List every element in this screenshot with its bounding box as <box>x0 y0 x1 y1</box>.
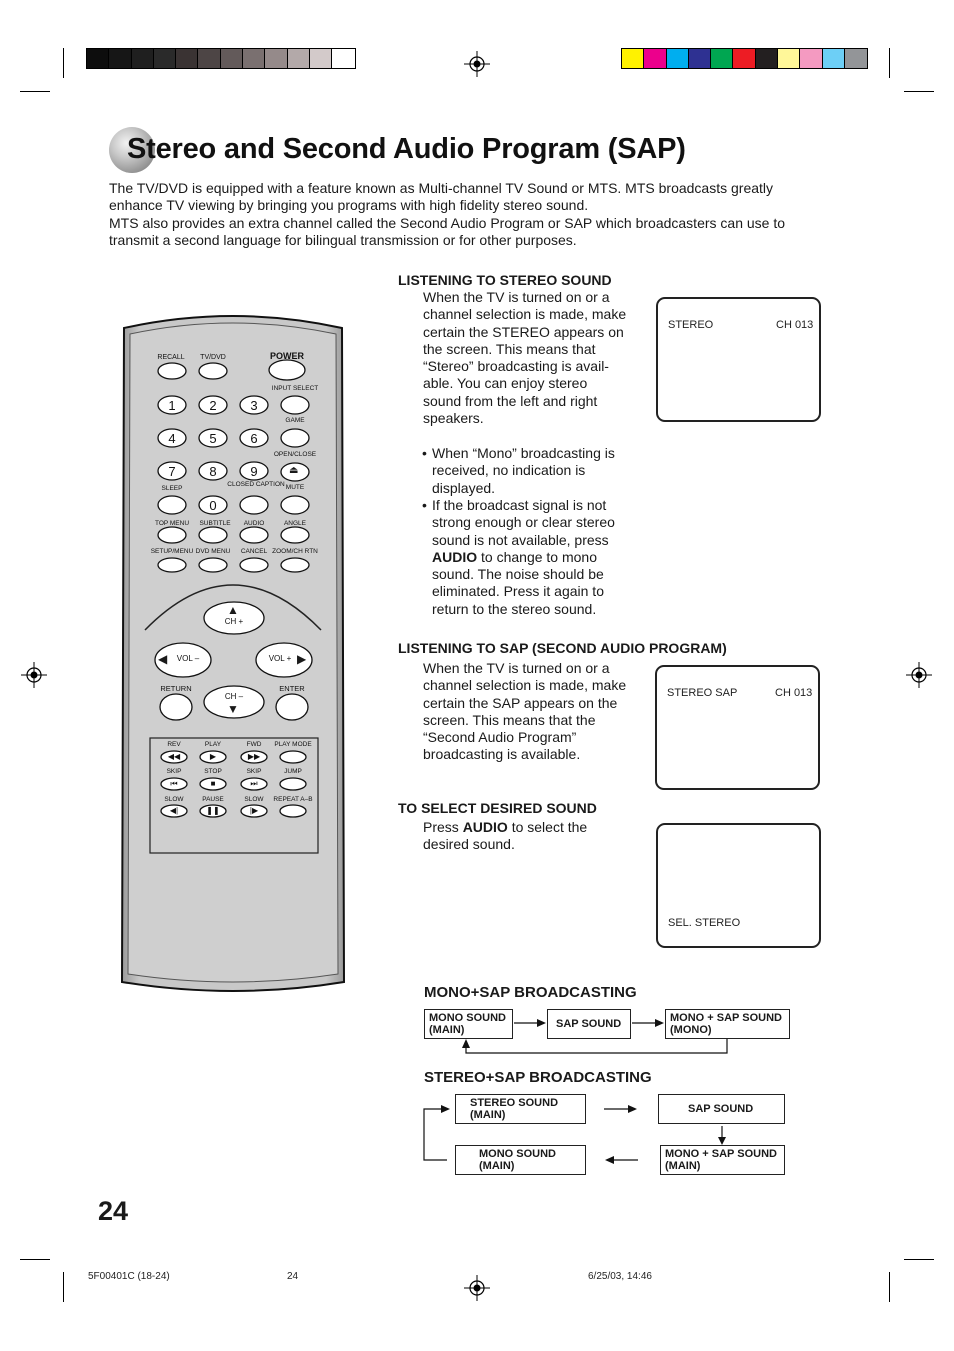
remote-label: VOL + <box>268 654 292 663</box>
remote-label: SKIP <box>166 768 182 775</box>
color-swatch <box>778 49 800 68</box>
gray-swatch <box>176 49 198 68</box>
body-line: displayed. <box>432 479 496 496</box>
registration-mark-icon <box>464 1275 490 1301</box>
body-line: return to the stereo sound. <box>432 600 597 617</box>
transport-glyph-icon: ◀◀ <box>167 752 181 761</box>
box-text: STEREO SOUND <box>470 1097 559 1109</box>
remote-label: CH – <box>224 692 244 701</box>
remote-label: RECALL <box>157 354 185 361</box>
box-text: MONO + SAP SOUND <box>665 1148 777 1160</box>
remote-label: PAUSE <box>202 796 224 803</box>
gray-swatch <box>132 49 154 68</box>
game-button[interactable] <box>281 429 309 447</box>
remote-label: SKIP <box>246 768 262 775</box>
sleep-button[interactable] <box>158 496 186 514</box>
digit-label: 8 <box>209 464 217 479</box>
box-text: (MONO) <box>670 1024 712 1036</box>
box-text: MONO + SAP SOUND <box>670 1012 782 1024</box>
remote-label: SLOW <box>164 796 184 803</box>
body-text: Press <box>423 819 463 835</box>
triangle-down-icon: ▼ <box>227 702 239 716</box>
body-line: channel selection is made, make <box>423 306 627 323</box>
remote-label: MUTE <box>285 484 305 491</box>
crop-mark <box>63 48 64 78</box>
gray-swatch <box>221 49 243 68</box>
body-line: speakers. <box>423 410 484 427</box>
body-text: desired sound. <box>423 836 515 853</box>
crop-mark <box>20 91 50 92</box>
body-line: • When “Mono” broadcasting is <box>432 445 615 461</box>
grayscale-calibration-bar <box>86 48 356 69</box>
remote-label: RETURN <box>160 684 192 693</box>
stereo-sap-heading: STEREO+SAP BROADCASTING <box>424 1069 652 1086</box>
remote-label: CLOSED CAPTION <box>227 481 285 488</box>
body-line: sound. The noise should be <box>432 566 604 583</box>
box-text: (MAIN) <box>470 1109 506 1121</box>
tv-screen-sap <box>655 665 820 790</box>
body-line: • If the broadcast signal is not <box>432 497 607 513</box>
color-swatch <box>823 49 845 68</box>
crop-mark <box>63 1272 64 1302</box>
remote-label: SETUP/MENU <box>150 548 194 555</box>
transport-glyph-icon: ◀| <box>169 806 179 815</box>
triangle-up-icon: ▲ <box>227 603 239 617</box>
remote-label: ANGLE <box>283 520 307 527</box>
body-line: sound is not available, press <box>432 531 609 548</box>
registration-mark-icon <box>21 662 47 688</box>
remote-label: OPEN/CLOSE <box>273 451 317 458</box>
remote-label: SLOW <box>244 796 264 803</box>
body-line: “Second Audio Program” <box>423 729 577 746</box>
digit-label: 3 <box>250 398 258 413</box>
enter-button[interactable] <box>276 694 308 720</box>
eject-icon: ⏏ <box>289 465 299 476</box>
remote-label: GAME <box>285 417 305 424</box>
triangle-right-icon: ▶ <box>297 652 307 666</box>
page-title: Stereo and Second Audio Program (SAP) <box>127 133 686 165</box>
transport-glyph-icon: ▶▶ <box>247 752 261 761</box>
crop-mark <box>904 1259 934 1260</box>
remote-label: REPEAT A–B <box>273 796 313 803</box>
remote-label: CH + <box>224 617 244 626</box>
triangle-left-icon: ◀ <box>158 652 168 666</box>
gray-swatch <box>243 49 265 68</box>
transport-glyph-icon: ⏭ <box>250 779 258 788</box>
color-swatch <box>845 49 867 68</box>
color-swatch <box>711 49 733 68</box>
gray-swatch <box>87 49 109 68</box>
remote-label: ZOOM/CH RTN <box>272 548 318 555</box>
crop-mark <box>904 91 934 92</box>
box-text: (MAIN) <box>429 1024 465 1036</box>
remote-label: PLAY MODE <box>274 741 312 748</box>
box-text: SAP SOUND <box>556 1018 622 1030</box>
remote-control <box>120 310 346 1010</box>
remote-label: SUBTITLE <box>199 520 231 527</box>
stereo-section-body <box>423 289 643 427</box>
transport-button[interactable] <box>280 805 306 817</box>
return-button[interactable] <box>160 694 192 720</box>
remote-label: REV <box>167 741 181 748</box>
page-number: 24 <box>98 1196 129 1226</box>
body-line: able. You can enjoy stereo <box>423 375 588 392</box>
footer-left: 5F00401C (18-24) <box>88 1271 170 1282</box>
bullet-text: to change to mono <box>477 548 597 565</box>
digit-label: 6 <box>250 431 258 446</box>
screen-indicator: STEREO SAP <box>667 687 738 699</box>
digit-label: 9 <box>250 464 258 479</box>
body-line: eliminated. Press it again to <box>432 583 604 600</box>
tv-dvd-button[interactable] <box>199 363 227 379</box>
transport-glyph-icon: ❚❚ <box>206 806 220 815</box>
body-line: received, no indication is <box>432 462 586 479</box>
digit-label: 7 <box>168 464 176 479</box>
intro-text <box>109 180 819 249</box>
crop-mark <box>889 48 890 78</box>
crop-mark <box>889 1272 890 1302</box>
body-line: broadcasting is available. <box>423 746 581 763</box>
color-swatch <box>644 49 666 68</box>
gray-swatch <box>109 49 131 68</box>
zoom-ch-rtn-button[interactable] <box>281 558 309 572</box>
body-line: channel selection is made, make <box>423 677 627 694</box>
screen-channel: CH 013 <box>775 687 813 699</box>
footer-right: 6/25/03, 14:46 <box>588 1271 652 1282</box>
transport-glyph-icon: |▶ <box>249 806 259 815</box>
select-section-heading: TO SELECT DESIRED SOUND <box>398 800 597 816</box>
gray-swatch <box>198 49 220 68</box>
transport-glyph-icon: ■ <box>210 779 216 788</box>
color-swatch <box>800 49 822 68</box>
color-swatch <box>733 49 755 68</box>
top-menu-button[interactable] <box>158 527 186 543</box>
recall-button[interactable] <box>158 363 186 379</box>
mute-button[interactable] <box>281 496 309 514</box>
remote-label: POWER <box>269 351 305 361</box>
color-swatch <box>667 49 689 68</box>
body-line: sound from the left and right <box>423 392 598 409</box>
gray-swatch <box>332 49 354 68</box>
body-line: When the TV is turned on or a <box>423 289 610 305</box>
cancel-button[interactable] <box>240 558 268 572</box>
stereo-bullet-mono <box>432 445 632 497</box>
transport-glyph-icon: ⏮ <box>170 779 178 788</box>
subtitle-button[interactable] <box>199 527 227 543</box>
intro-paragraph: MTS also provides an extra channel called the Second Audio Program or SAP which broadcasters can use to transmit a second language for bilingual transmission or for other purposes. <box>109 214 786 248</box>
body-line: the screen. This means that <box>423 340 596 357</box>
sap-section-body <box>423 660 643 764</box>
box-text: SAP SOUND <box>688 1103 754 1115</box>
sap-section-heading: LISTENING TO SAP (SECOND AUDIO PROGRAM) <box>398 640 727 656</box>
select-section-body <box>423 819 643 854</box>
remote-label: JUMP <box>284 768 302 775</box>
setup-menu-button[interactable] <box>158 558 186 572</box>
remote-label: DVD MENU <box>195 548 231 555</box>
remote-label: CANCEL <box>240 548 268 555</box>
input-select-button[interactable] <box>281 396 309 414</box>
audio-button-ref: AUDIO <box>432 548 478 565</box>
angle-button[interactable] <box>281 527 309 543</box>
registration-mark-icon <box>464 51 490 77</box>
color-swatch <box>689 49 711 68</box>
intro-paragraph: The TV/DVD is equipped with a feature known as Multi-channel TV Sound or MTS. MTS broadcasts greatly enhance TV viewing by bringing you programs with high fidelity stereo sound. <box>109 180 774 214</box>
stereo-section-heading: LISTENING TO STEREO SOUND <box>398 272 612 288</box>
remote-label: TV/DVD <box>200 354 226 361</box>
body-line: strong enough or clear stereo <box>432 514 615 531</box>
remote-label: PLAY <box>204 741 222 748</box>
remote-label: VOL – <box>176 654 200 663</box>
screen-channel: CH 013 <box>776 319 814 331</box>
tv-screen-stereo <box>656 297 821 422</box>
box-text: MONO SOUND <box>479 1148 556 1160</box>
dvd-menu-button[interactable] <box>199 558 227 572</box>
registration-mark-icon <box>906 662 932 688</box>
gray-swatch <box>288 49 310 68</box>
gray-swatch <box>265 49 287 68</box>
color-swatch <box>756 49 778 68</box>
transport-button[interactable] <box>280 751 306 763</box>
gray-swatch <box>310 49 332 68</box>
body-line: screen. This means that the <box>423 711 596 728</box>
body-line: certain the SAP appears on the <box>423 694 618 711</box>
footer-center: 24 <box>287 1271 299 1282</box>
digit-label: 1 <box>168 398 176 413</box>
remote-label: FWD <box>246 741 262 748</box>
box-text: (MAIN) <box>665 1160 701 1172</box>
gray-swatch <box>154 49 176 68</box>
remote-label: SLEEP <box>161 485 183 492</box>
screen-indicator: SEL. STEREO <box>668 917 741 929</box>
color-calibration-bar <box>621 48 868 69</box>
digit-label: 4 <box>168 431 176 446</box>
tv-screen-select <box>656 823 821 948</box>
color-swatch <box>622 49 644 68</box>
body-line: “Stereo” broadcasting is avail- <box>423 358 609 375</box>
body-line: certain the STEREO appears on <box>423 323 624 340</box>
digit-label: 2 <box>209 398 217 413</box>
stereo-sap-arrows <box>420 1090 800 1180</box>
remote-label: ENTER <box>279 684 305 693</box>
digit-label: 5 <box>209 431 217 446</box>
power-button[interactable] <box>269 360 305 380</box>
body-line: When the TV is turned on or a <box>423 660 610 676</box>
digit-label: 0 <box>209 498 217 513</box>
remote-label: TOP MENU <box>154 520 190 527</box>
mono-sap-heading: MONO+SAP BROADCASTING <box>424 984 637 1001</box>
body-text: to select the <box>507 819 588 835</box>
screen-indicator: STEREO <box>668 319 714 331</box>
mono-sap-arrows <box>420 1005 800 1065</box>
stereo-bullet-weak-signal <box>432 497 632 618</box>
box-text: (MAIN) <box>479 1160 515 1172</box>
remote-label: INPUT SELECT <box>271 385 319 392</box>
transport-button[interactable] <box>280 778 306 790</box>
box-text: MONO SOUND <box>429 1012 506 1024</box>
transport-glyph-icon: ▶ <box>209 752 217 761</box>
audio-button-ref: AUDIO <box>462 819 508 835</box>
remote-label: STOP <box>204 768 222 775</box>
remote-label: AUDIO <box>243 520 265 527</box>
audio-button[interactable] <box>240 527 268 543</box>
crop-mark <box>20 1259 50 1260</box>
closed-caption-button[interactable] <box>240 496 268 514</box>
